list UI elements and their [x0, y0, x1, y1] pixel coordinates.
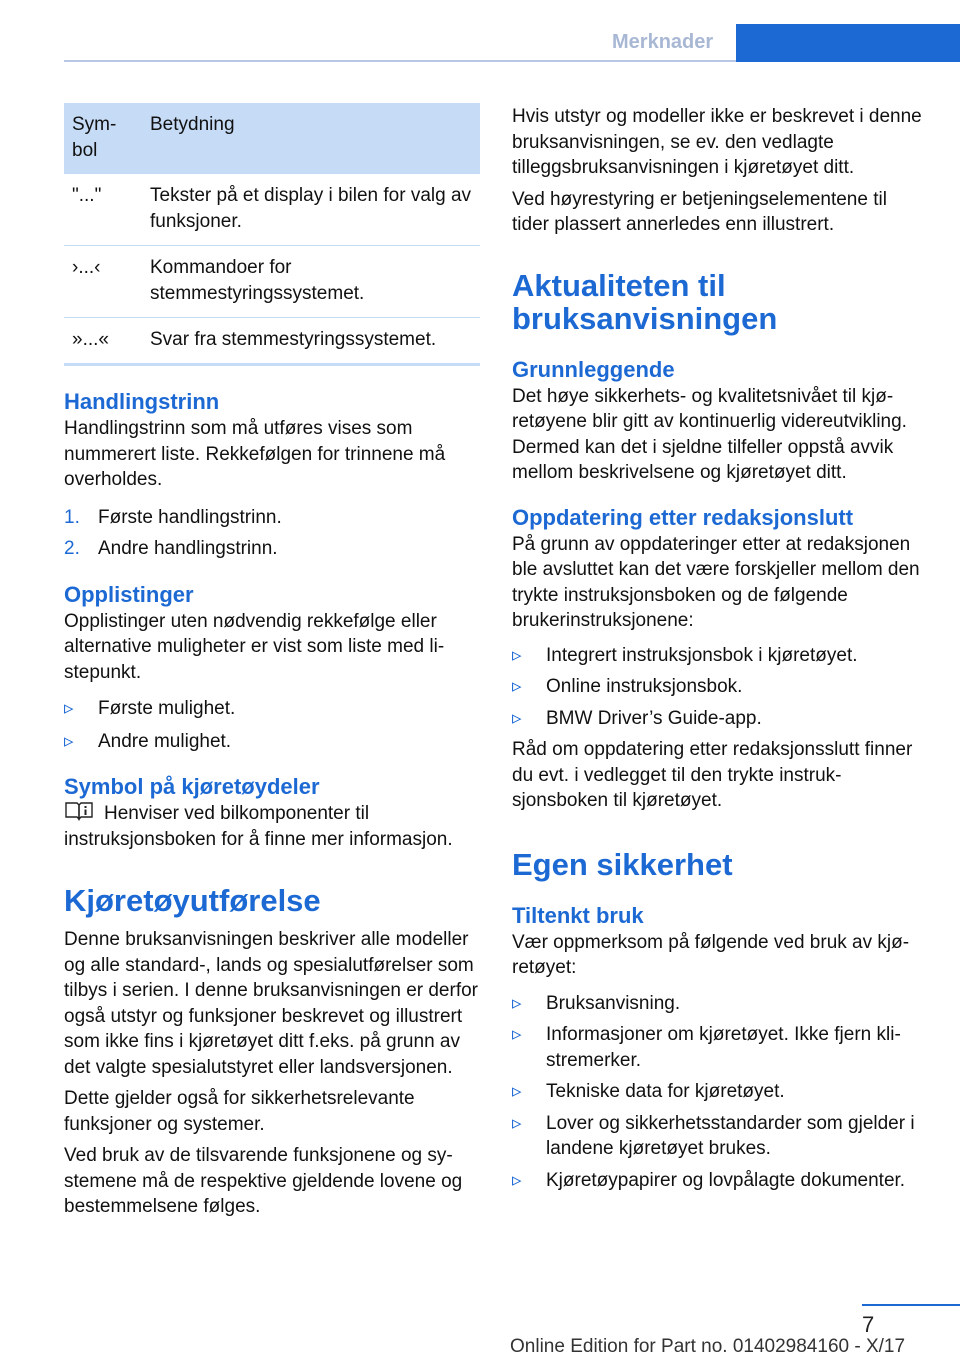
triangle-bullet-icon: ▹	[512, 1081, 522, 1102]
table-cell-meaning: Svar fra stemmestyringssystemet.	[142, 318, 480, 365]
triangle-bullet-icon: ▹	[512, 707, 522, 729]
triangle-bullet-icon: ▹	[64, 698, 74, 719]
heading-grunnleggende: Grunnleggende	[512, 356, 675, 382]
table-row	[64, 246, 480, 318]
table-cell-symbol: "..."	[64, 174, 142, 246]
bullet-list	[512, 991, 928, 1194]
paragraph: Vær oppmerksom på følgende ved bruk av kjøretøyet:	[512, 931, 910, 978]
triangle-bullet-icon: ▹	[512, 1024, 522, 1045]
triangle-bullet-icon: ▹	[512, 676, 522, 697]
list-item: ▹ Lover og sikkerhetsstandarder som gjelder i landene kjøretøyet brukes.	[512, 1112, 915, 1159]
steps-list	[64, 505, 480, 562]
paragraph: Ved høyrestyring er betjeningselementene til tider plassert annerledes enn illustrert.	[512, 188, 887, 235]
triangle-bullet-icon: ▹	[512, 644, 522, 666]
triangle-bullet-icon: ▹	[512, 992, 522, 1014]
paragraph: Denne bruksanvisningen beskriver alle modeller og alle standard-, lands og spesialutførelser som tilbys i serien. I denne bruksanvisningen er derfor også utstyr og funksjoner beskrevet og illustrert som ikke fins i kjøretøyet ditt f.eks. på grunn av det valgte spesialutstyret eller landsversjonen.	[64, 929, 479, 1078]
col-header-meaning: Betydning	[142, 103, 480, 174]
triangle-bullet-icon: ▹	[64, 730, 74, 752]
col-header-symbol: Sym- bol	[64, 103, 142, 174]
triangle-bullet-icon: ▹	[512, 1112, 522, 1134]
section-title: Merknader	[612, 31, 714, 53]
table-header-row	[64, 103, 480, 174]
header-rule	[64, 60, 736, 62]
paragraph: Råd om oppdatering etter redaksjonsslutt finner du evt. i vedlegget til den trykte instruksjonsboken til kjøretøyet.	[512, 739, 913, 811]
table-row	[64, 174, 480, 246]
book-icon	[64, 801, 94, 821]
list-item: ▹ Integrert instruksjonsbok i kjøretøyet.	[512, 643, 928, 669]
paragraph: Henviser ved bilkomponenter til instruksjonsboken for å finne mer informasjon.	[64, 803, 453, 850]
right-column	[512, 103, 928, 1193]
heading-symbol-kjoretoy: Symbol på kjøretøydeler	[64, 774, 320, 799]
list-item: ▹ Tekniske data for kjøretøyet.	[512, 1079, 928, 1105]
step-number: 2.	[64, 538, 80, 559]
paragraph: På grunn av oppdateringer etter at redaksjonen ble avsluttet kan det være forskjeller mellom den trykte instruksjonsboken og de følgende brukerinstruksjonene:	[512, 533, 920, 631]
table-cell-meaning: Tekster på et display i bilen for valg av funksjoner.	[142, 174, 480, 246]
bullet-list	[512, 643, 928, 732]
step-number: 1.	[64, 506, 80, 528]
list-item: ▹ Online instruksjonsbok.	[512, 674, 928, 700]
paragraph: Det høye sikkerhets- og kvalitetsnivået til kjøretøyene blir gitt av kontinuerlig videreutvikling. Dermed kan det i sjeldne tilfeller oppstå avvik mellom beskrivelsene og kjøretøyet ditt.	[512, 385, 907, 483]
list-item: ▹ Første mulighet.	[64, 696, 480, 722]
page-number: 7	[862, 1312, 875, 1337]
bullet-list	[64, 696, 480, 754]
footer-rule	[862, 1304, 960, 1306]
heading-oppdatering: Oppdatering etter redaksjonslutt	[512, 504, 854, 530]
table-cell-meaning: Kommandoer for stemmestyringssystemet.	[142, 246, 480, 318]
triangle-bullet-icon: ▹	[512, 1169, 522, 1191]
footer-edition: Online Edition for Part no. 01402984160 - X/17	[510, 1336, 906, 1357]
paragraph: Handlingstrinn som må utføres vises som nummerert liste. Rekkefølgen for trinnene må overholdes.	[64, 418, 446, 490]
paragraph: Dette gjelder også for sikkerhetsrelevante funksjoner og systemer.	[64, 1088, 415, 1135]
heading-handlingstrinn: Handlingstrinn	[64, 389, 220, 414]
list-item: ▹ Informasjoner om kjøretøyet. Ikke fjern klistremerker.	[512, 1024, 901, 1071]
paragraph: Opplistinger uten nødvendig rekkefølge eller alternative muligheter er vist som liste med listepunkt.	[64, 610, 445, 683]
list-item: ▹ Andre mulighet.	[64, 729, 480, 755]
table-cell-symbol: »...«	[64, 318, 142, 365]
list-item: 2. Andre handlingstrinn.	[64, 536, 480, 562]
list-item: ▹ BMW Driver’s Guide-app.	[512, 706, 928, 732]
left-column	[64, 103, 480, 1220]
symbol-table	[64, 103, 480, 366]
heading-opplistinger: Opplistinger	[64, 581, 194, 607]
list-item: ▹ Kjøretøypapirer og lovpålagte dokumenter.	[512, 1168, 928, 1194]
table-cell-symbol: ›...‹	[64, 246, 142, 318]
paragraph: Ved bruk av de tilsvarende funksjonene og systemene må de respektive gjeldende lovene og bestemmelsene følges.	[64, 1145, 463, 1217]
list-item: ▹ Bruksanvisning.	[512, 991, 928, 1017]
list-item: 1. Første handlingstrinn.	[64, 505, 480, 531]
heading-aktualiteten: Aktualiteten til bruksanvisningen	[512, 267, 778, 336]
heading-egen-sikkerhet: Egen sikkerhet	[512, 846, 733, 882]
paragraph: Hvis utstyr og modeller ikke er beskrevet i denne bruksanvisningen, se ev. den vedlagte tilleggsbruksanvisningen i kjøretøyet ditt.	[512, 106, 922, 178]
heading-kjoretoyutforelse: Kjøretøyutførelse	[64, 883, 321, 918]
heading-tiltenkt-bruk: Tiltenkt bruk	[512, 902, 644, 928]
header-accent-block	[736, 24, 960, 62]
table-row	[64, 318, 480, 365]
